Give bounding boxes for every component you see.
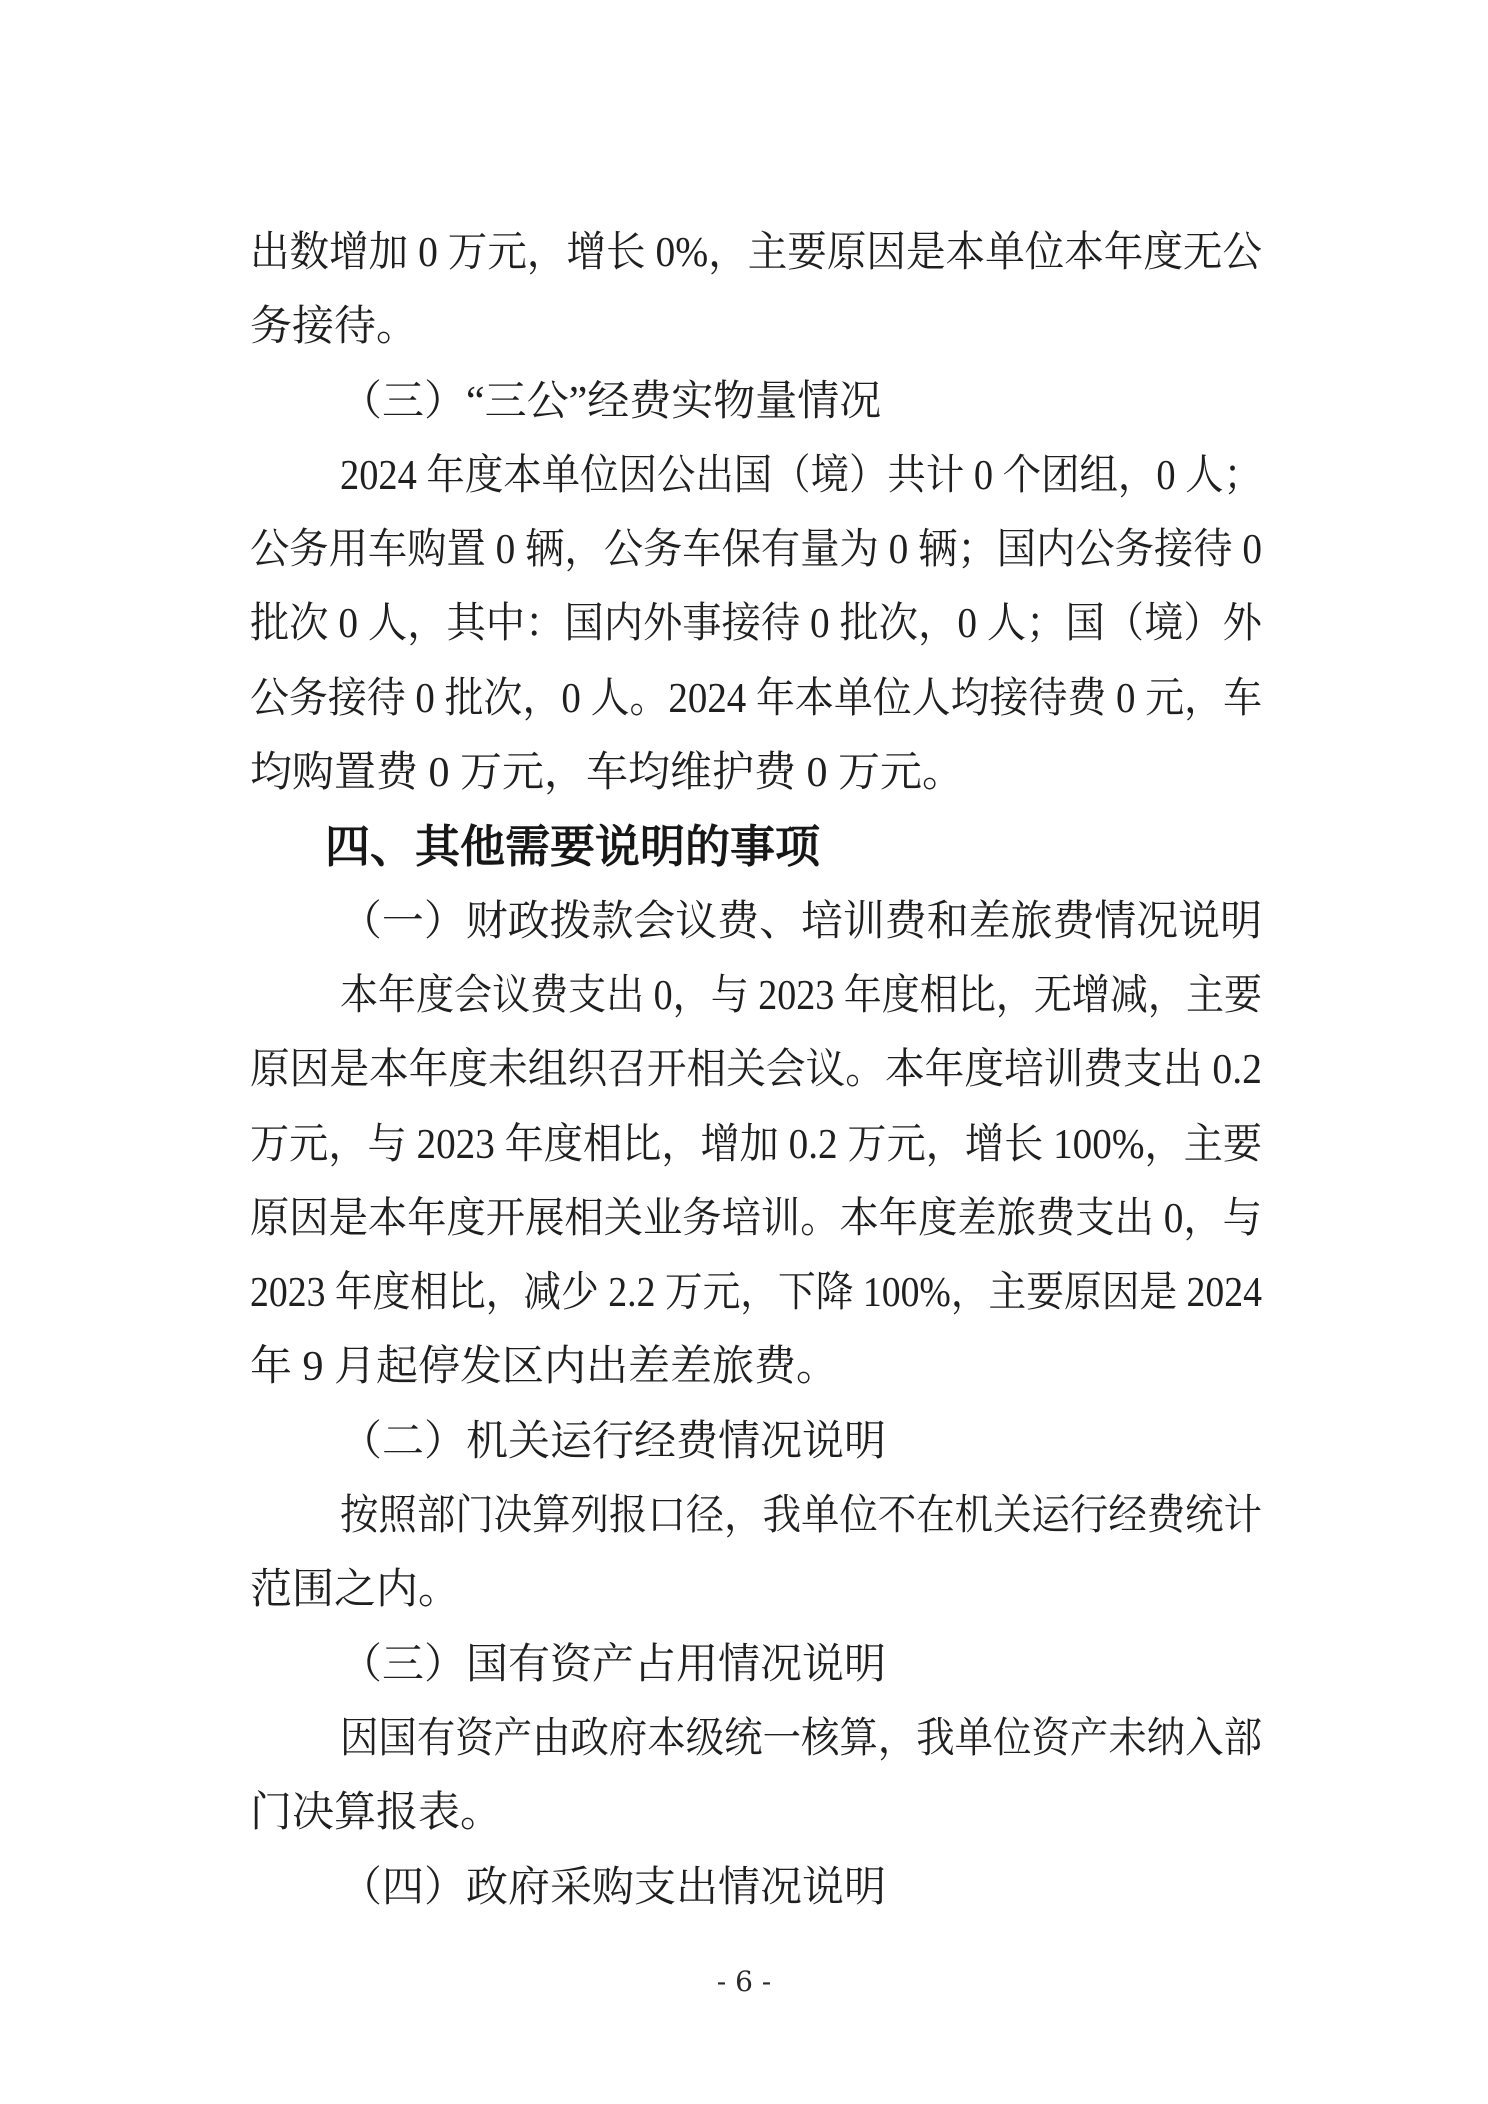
text-line	[250, 1405, 1262, 1479]
text-line	[250, 1330, 1262, 1404]
text-line	[250, 1033, 1262, 1107]
text-line-content: 原因是本年度开展相关业务培训。本年度差旅费支出 0，与	[250, 1195, 1262, 1242]
text-line	[250, 1182, 1262, 1256]
text-line-content: 本年度会议费支出 0，与 2023 年度相比，无增减，主要	[340, 972, 1262, 1019]
document-body	[250, 216, 1262, 1925]
text-line-content: （三）国有资产占用情况说明	[340, 1641, 887, 1688]
text-line-content: 按照部门决算列报口径，我单位不在机关运行经费统计	[340, 1493, 1262, 1540]
page-number-footer	[0, 1962, 1488, 2002]
text-line-content: 批次 0 人，其中：国内外事接待 0 批次，0 人；国（境）外	[250, 601, 1262, 648]
text-line-content: 务接待。	[250, 304, 419, 351]
text-line	[250, 885, 1262, 959]
text-line-content: 万元，与 2023 年度相比，增加 0.2 万元，增长 100%，主要	[250, 1121, 1262, 1168]
text-line-content: 因国有资产由政府本级统一核算，我单位资产未纳入部	[340, 1715, 1262, 1762]
text-line-content: 范围之内。	[250, 1567, 461, 1614]
text-line	[250, 216, 1262, 290]
text-line-content: 公务接待 0 批次，0 人。2024 年本单位人均接待费 0 元，车	[250, 675, 1262, 722]
text-line	[250, 1851, 1262, 1925]
text-line-content: 均购置费 0 万元，车均维护费 0 万元。	[250, 750, 965, 797]
text-line-content: 原因是本年度未组织召开相关会议。本年度培训费支出 0.2	[250, 1047, 1262, 1094]
text-line	[250, 290, 1262, 364]
text-line	[250, 1776, 1262, 1850]
text-line-content: （二）机关运行经费情况说明	[340, 1418, 887, 1465]
text-line-content: 门决算报表。	[250, 1790, 503, 1837]
text-line	[250, 1628, 1262, 1702]
text-line	[250, 1256, 1262, 1330]
text-line	[250, 959, 1262, 1033]
text-line	[250, 1702, 1262, 1776]
text-line-content: 出数增加 0 万元，增长 0%，主要原因是本单位本年度无公	[250, 230, 1262, 276]
text-line-content: 2024 年度本单位因公出国（境）共计 0 个团组，0 人；	[340, 452, 1262, 499]
text-line	[250, 736, 1262, 810]
text-line-content: 年 9 月起停发区内出差差旅费。	[250, 1344, 839, 1391]
text-line-content: （四）政府采购支出情况说明	[340, 1864, 887, 1911]
text-line	[250, 1553, 1262, 1627]
text-line-content: （三）“三公”经费实物量情况	[340, 378, 882, 425]
text-line	[250, 1479, 1262, 1553]
section-heading-line	[250, 810, 1262, 884]
text-line	[250, 365, 1262, 439]
text-line-content: 公务用车购置 0 辆，公务车保有量为 0 辆；国内公务接待 0	[250, 527, 1262, 574]
text-line	[250, 587, 1262, 661]
text-line-content: 2023 年度相比，减少 2.2 万元，下降 100%，主要原因是 2024	[250, 1270, 1262, 1317]
text-line	[250, 439, 1262, 513]
text-line	[250, 662, 1262, 736]
text-line	[250, 513, 1262, 587]
text-line	[250, 1108, 1262, 1182]
text-line-content: （一）财政拨款会议费、培训费和差旅费情况说明	[340, 898, 1262, 945]
page-number: - 6 -	[716, 1965, 772, 1998]
text-line-content: 四、其他需要说明的事项	[325, 821, 821, 873]
